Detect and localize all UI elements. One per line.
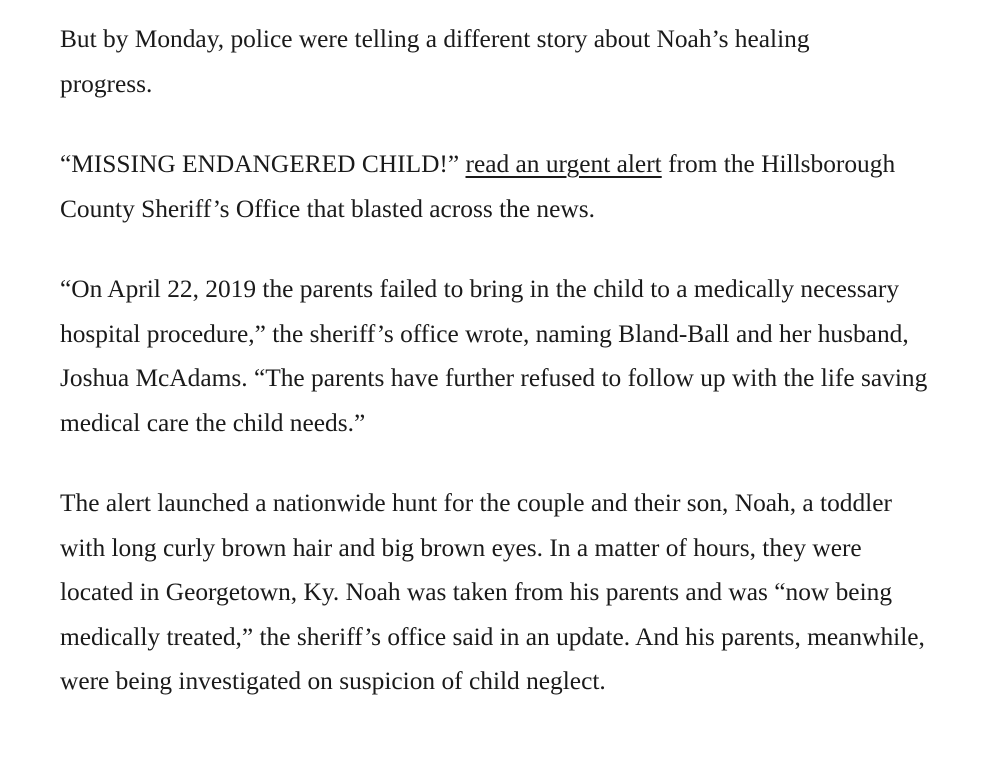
- urgent-alert-link[interactable]: read an urgent alert: [465, 150, 662, 178]
- article-body: [60, 17, 940, 740]
- paragraph-2: [60, 142, 910, 231]
- alert-quote-text: “MISSING ENDANGERED CHILD!”: [60, 150, 466, 178]
- paragraph-4: The alert launched a nationwide hunt for the couple and their son, Noah, a toddler with long curly brown hair and big brown eyes. In a matter of hours, they were located in Georgetown, Ky. Noah was taken from his parents and was “now being medically treated,” the sheriff’s office said in an update. And his parents, meanwhile, were being investigated on suspicion of child neglect.: [60, 489, 925, 695]
- alert-source-text: from the Hillsborough County Sheriff’s Office that blasted across the news.: [60, 150, 896, 223]
- paragraph-3: “On April 22, 2019 the parents failed to bring in the child to a medically necessary hospital procedure,” the sheriff’s office wrote, naming Bland-Ball and her husband, Joshua McAdams. “The parents have further refused to follow up with the life saving medical care the child needs.”: [60, 275, 928, 437]
- paragraph-1: But by Monday, police were telling a different story about Noah’s healing progress.: [60, 25, 810, 98]
